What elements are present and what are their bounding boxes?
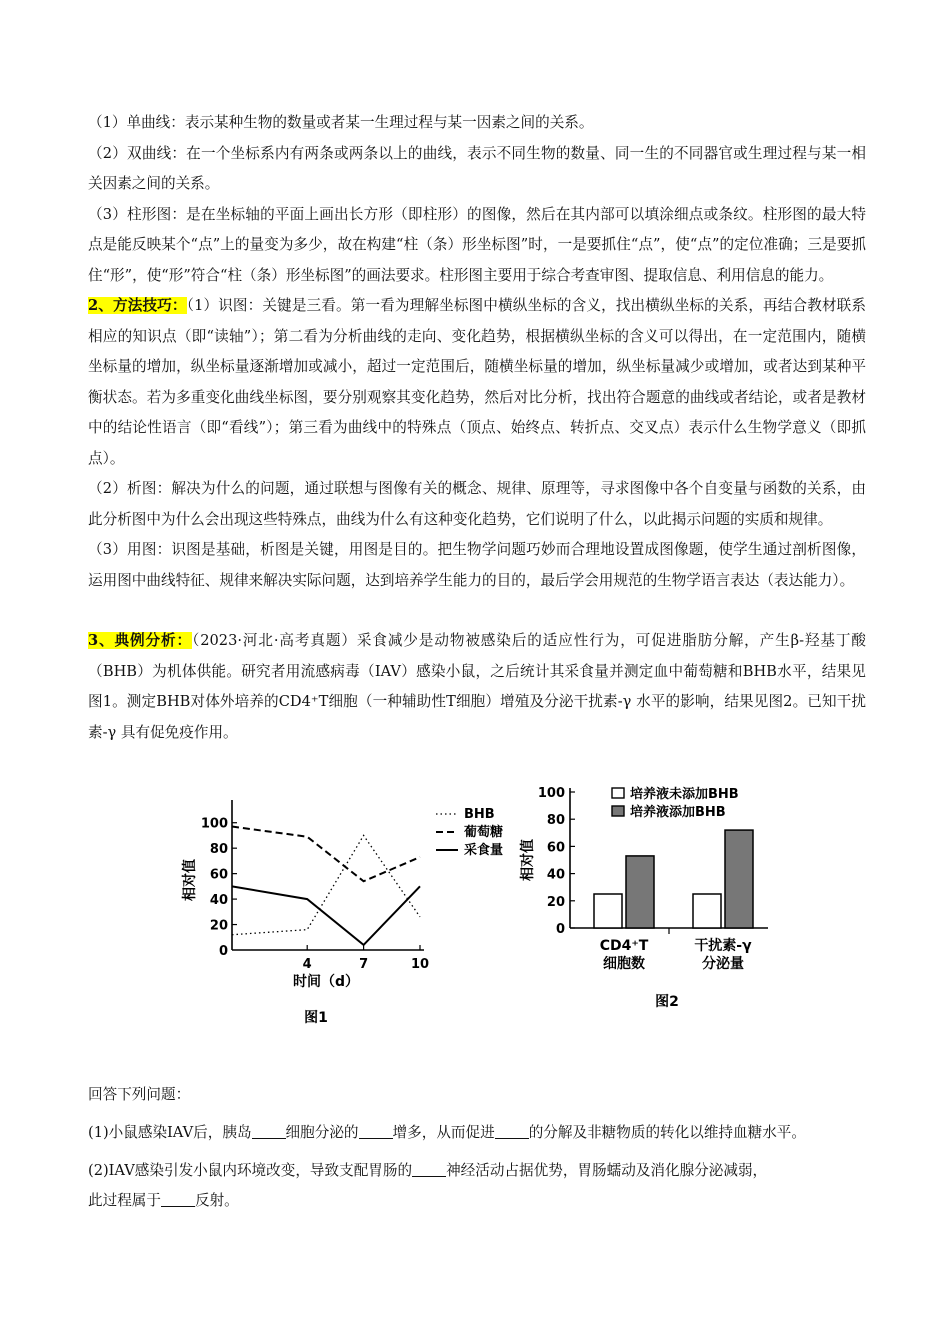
bar	[725, 830, 753, 928]
bar	[693, 894, 721, 928]
legend-swatch	[612, 806, 624, 816]
method-analyze: （2）析图：解决为什么的问题，通过联想与图像有关的概念、规律、原理等，寻求图像中各个自变量与函数的关系，由此分析图中为什么会出现这些特殊点，曲线为什么有这种变化趋势，它们说明了什么，以此揭示问题的实质和规律。	[88, 480, 866, 528]
x-category-label: 分泌量	[702, 956, 744, 972]
legend-label: 葡萄糖	[464, 825, 504, 840]
example-section	[88, 626, 866, 748]
method-use: （3）用图：识图是基础，析图是关键，用图是目的。把生物学问题巧妙而合理地设置成图像题，使学生通过剖析图像，运用图中曲线特征、规律来解决实际问题，达到培养学生能力的目的，最后学会用规范的生物学语言表达（表达能力）。	[88, 541, 866, 589]
y-tick-label: 60	[209, 867, 228, 883]
paragraph-single-curve: （1）单曲线：表示某种生物的数量或者某一生理过程与某一因素之间的关系。	[88, 114, 594, 131]
paragraph-bar-chart: （3）柱形图：是在坐标轴的平面上画出长方形（即柱形）的图像，然后在其内部可以填涂细点或条纹。柱形图的最大特点是能反映某个“点”上的量变为多少，故在构建“柱（条）形坐标图”时，一是要抓住“点”，使“点”的定位准确；三是要抓住“形”，使“形”符合“柱（条）形坐标图”的画法要求。柱形图主要用于综合考查审图、提取信息、利用信息的能力。	[88, 205, 866, 284]
example-text: （2023·河北·高考真题）采食减少是动物被感染后的适应性行为，可促进脂肪分解，产生β-羟基丁酸（BHB）为机体供能。研究者用流感病毒（IAV）感染小鼠，之后统计其采食量并测定血中葡萄糖和BHB水平，结果见图1。测定BHB对体外培养的CD4⁺T细胞（一种辅助性T细胞）增殖及分泌干扰素-γ 水平的影响，结果见图2。已知干扰素-γ 具有促免疫作用。	[88, 632, 866, 741]
series-line-dashed	[232, 827, 420, 882]
bar	[626, 856, 654, 928]
y-tick-label: 40	[209, 893, 228, 909]
question-2: (2)IAV感染引发小鼠内环境改变，导致支配胃肠的 神经活动占据优势，胃肠蠕动及消化腺分泌减弱， 此过程属于 反射。	[88, 1162, 768, 1209]
figure-caption: 图2	[655, 994, 679, 1010]
questions	[88, 1080, 866, 1216]
figure-2-bar-chart	[518, 772, 818, 1052]
y-axis-label: 相对值	[182, 859, 198, 901]
document-body	[88, 108, 866, 1216]
y-tick-label: 100	[537, 786, 565, 801]
x-tick-label: 10	[410, 957, 430, 972]
y-tick-label: 20	[546, 894, 565, 910]
answer-blank[interactable]	[495, 1124, 529, 1139]
method-section	[88, 291, 866, 474]
series-line-solid	[232, 886, 420, 945]
method-identify: （1）识图：关键是三看。第一看为理解坐标图中横纵坐标的含义，找出横纵坐标的关系，再结合教材联系相应的知识点（即“读轴”）；第二看为分析曲线的走向、变化趋势，根据横纵坐标的含义可以得出，在一定范围内，随横坐标量的增加，纵坐标量逐渐增加或减小，超过一定范围后，随横坐标量的增加，纵坐标量减少或增加，或者达到某种平衡状态。若为多重变化曲线坐标图，要分别观察其变化趋势，然后对比分析，找出符合题意的曲线或者结论，或者是教材中的结论性语言（即“看线”）；第三看为曲线中的特殊点（顶点、始终点、转折点、交叉点）表示什么生物学意义（即抓点）。	[88, 297, 866, 467]
spacer	[88, 596, 866, 626]
x-category-label: 细胞数	[603, 956, 645, 972]
y-tick-label: 60	[546, 840, 565, 856]
answer-blank[interactable]	[359, 1124, 393, 1139]
y-axis-label: 相对值	[520, 839, 536, 881]
legend-label: 采食量	[464, 843, 504, 858]
legend-label: BHB	[464, 807, 495, 822]
answer-blank[interactable]	[412, 1162, 446, 1177]
legend-swatch	[612, 788, 624, 798]
bar	[594, 894, 622, 928]
legend-label: 培养液添加BHB	[630, 805, 726, 820]
paragraph-double-curve: （2）双曲线：在一个坐标系内有两条或两条以上的曲线，表示不同生物的数量、同一生的不同器官或生理过程与某一相关因素之间的关系。	[88, 144, 866, 192]
x-category-label: 干扰素-γ	[694, 938, 752, 954]
answer-blank[interactable]	[161, 1192, 195, 1207]
example-heading: 3、典例分析：	[88, 632, 193, 649]
legend-label: 培养液未添加BHB	[630, 787, 739, 802]
question-1: (1)小鼠感染IAV后，胰岛 细胞分泌的 增多，从而促进 的分解及非糖物质的转化以维持血糖水平。	[88, 1124, 806, 1141]
y-tick-label: 100	[200, 816, 228, 832]
figures	[88, 772, 866, 1052]
figure-caption: 图1	[304, 1010, 328, 1026]
x-tick-label: 4	[302, 957, 312, 972]
x-tick-label: 7	[359, 957, 369, 972]
answer-intro: 回答下列问题：	[88, 1086, 191, 1103]
x-axis-label: 时间（d）	[292, 974, 360, 990]
y-tick-label: 20	[209, 918, 228, 934]
answer-blank[interactable]	[252, 1124, 286, 1139]
method-heading: 2、方法技巧：	[88, 297, 187, 314]
y-tick-label: 40	[546, 867, 565, 883]
y-tick-label: 0	[555, 922, 565, 937]
y-tick-label: 0	[218, 944, 228, 959]
y-tick-label: 80	[546, 813, 565, 829]
x-category-label: CD4⁺T	[599, 938, 649, 954]
y-tick-label: 80	[209, 842, 228, 858]
